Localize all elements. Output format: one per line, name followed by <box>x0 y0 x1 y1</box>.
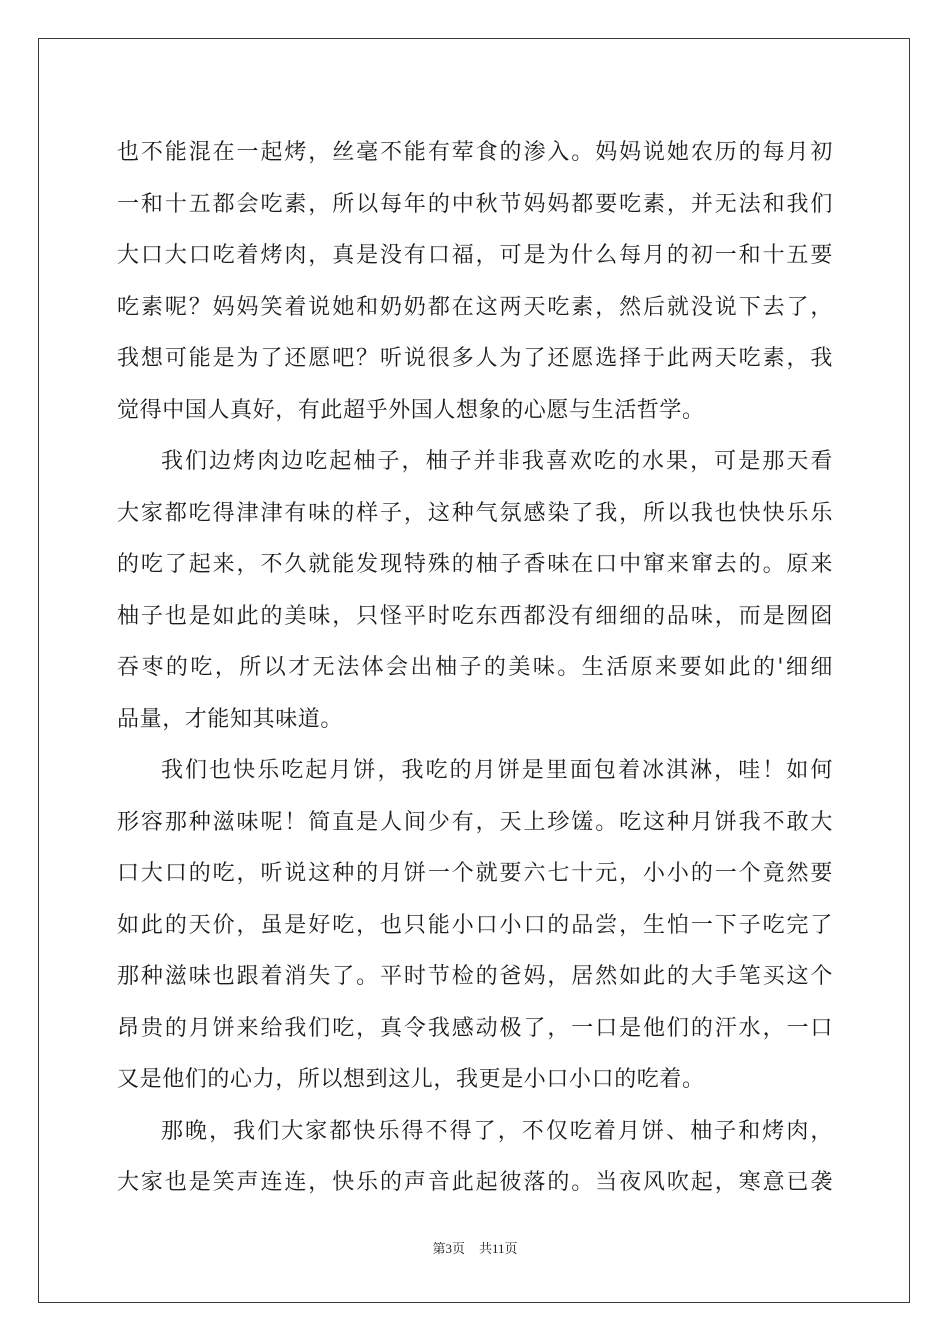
text-line: 大家也是笑声连连，快乐的声音此起彼落的。当夜风吹起，寒意已袭 <box>117 1170 833 1195</box>
page-total: 共11页 <box>478 1241 518 1256</box>
text-line: 的吃了起来，不久就能发现特殊的柚子香味在口中窜来窜去的。原来 <box>117 552 833 577</box>
text-line: 口大口的吃，听说这种的月饼一个就要六七十元，小小的一个竟然要 <box>117 861 833 886</box>
text-line: 昂贵的月饼来给我们吃，真令我感动极了，一口是他们的汗水，一口 <box>117 1015 833 1041</box>
text-line: 我想可能是为了还愿吧？听说很多人为了还愿选择于此两天吃素，我 <box>117 346 833 371</box>
text-line: 觉得中国人真好，有此超乎外国人想象的心愿与生活哲学。 <box>117 397 705 423</box>
text-line: 柚子也是如此的美味，只怪平时吃东西都没有细细的品味，而是囫囵 <box>117 603 833 629</box>
paragraph-first-line: 我们边烤肉边吃起柚子，柚子并非我喜欢吃的水果，可是那天看 <box>161 449 833 474</box>
text-line: 大口大口吃着烤肉，真是没有口福，可是为什么每月的初一和十五要 <box>117 243 833 268</box>
text-line: 也不能混在一起烤，丝毫不能有荤食的渗入。妈妈说她农历的每月初 <box>117 140 833 165</box>
page-footer <box>0 1238 950 1257</box>
text-line: 吞枣的吃，所以才无法体会出柚子的美味。生活原来要如此的'细细 <box>117 655 833 680</box>
document-body <box>117 127 833 1209</box>
text-line: 又是他们的心力，所以想到这儿，我更是小口小口的吃着。 <box>117 1067 705 1092</box>
text-line: 吃素呢？妈妈笑着说她和奶奶都在这两天吃素，然后就没说下去了， <box>117 294 833 320</box>
paragraph-first-line: 那晚，我们大家都快乐得不得了，不仅吃着月饼、柚子和烤肉， <box>161 1118 833 1144</box>
text-line: 形容那种滋味呢！简直是人间少有，天上珍馐。吃这种月饼我不敢大 <box>117 809 833 835</box>
text-line: 那种滋味也跟着消失了。平时节检的爸妈，居然如此的大手笔买这个 <box>117 964 833 989</box>
text-line: 一和十五都会吃素，所以每年的中秋节妈妈都要吃素，并无法和我们 <box>117 191 833 217</box>
page-number: 第3页 <box>432 1241 465 1256</box>
text-line: 品量，才能知其味道。 <box>117 706 344 732</box>
paragraph-first-line: 我们也快乐吃起月饼，我吃的月饼是里面包着冰淇淋，哇！如何 <box>161 758 833 783</box>
text-line: 大家都吃得津津有味的样子，这种气氛感染了我，所以我也快快乐乐 <box>117 500 833 526</box>
text-line: 如此的天价，虽是好吃，也只能小口小口的品尝，生怕一下子吃完了 <box>117 912 833 938</box>
